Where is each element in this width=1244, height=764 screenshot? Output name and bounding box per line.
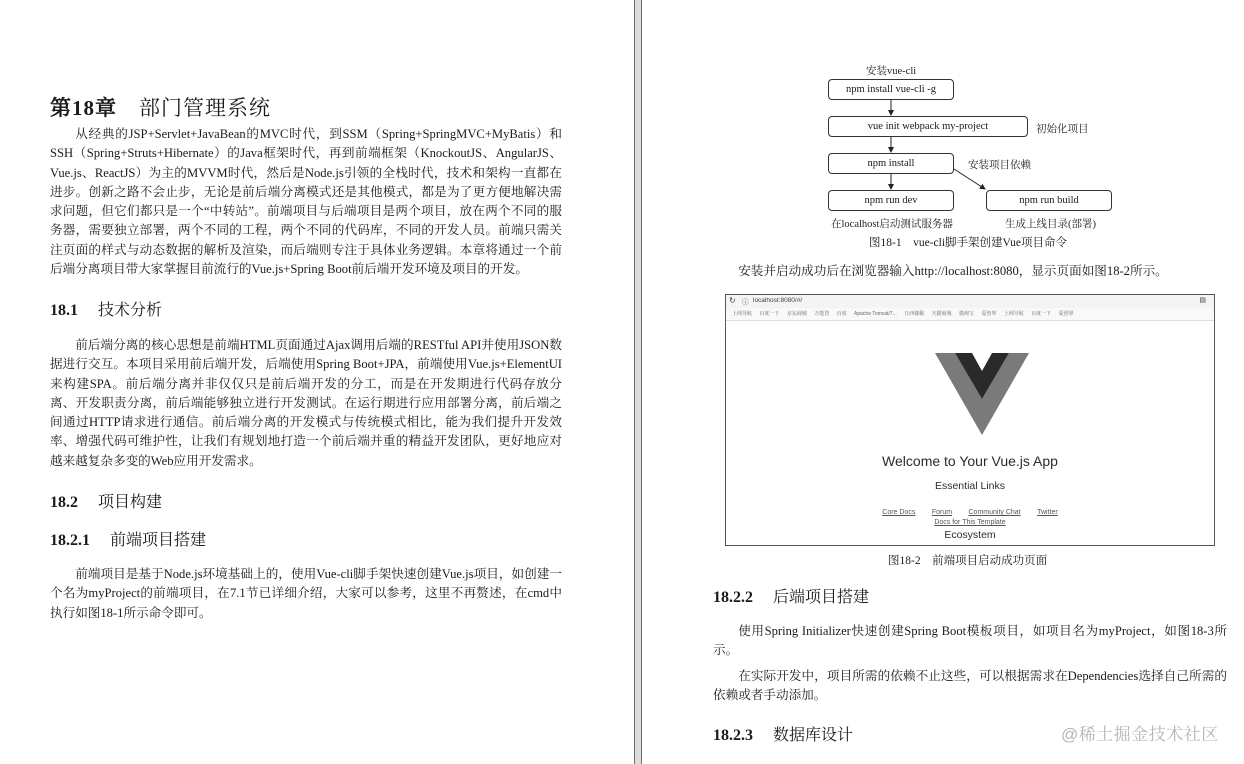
page-gutter — [634, 0, 642, 764]
bookmark: 日西楼稀 — [904, 311, 925, 317]
bookmark: 爱创界 — [1058, 311, 1074, 317]
flow-arrows-icon — [820, 95, 1120, 195]
cmd-box-run-build: npm run build — [986, 190, 1112, 211]
essential-links-heading: Essential Links — [934, 480, 1006, 492]
vue-logo-icon — [935, 353, 1029, 435]
section-heading-18-2-3 — [713, 722, 853, 745]
section-title: 技术分析 — [98, 302, 163, 319]
bookmark: 百度 — [836, 311, 847, 317]
cmd-box-install-cli: npm install vue-cli -g — [828, 79, 954, 100]
info-icon: ⓘ — [742, 299, 749, 306]
section-18-2-1-paragraph — [50, 565, 562, 623]
bookmark: 天猫商城 — [931, 311, 952, 317]
label-run-dev: 在localhost启动测试服务器 — [831, 219, 953, 230]
section-number: 18.2 — [50, 494, 78, 511]
figure-18-2-browser-screenshot — [725, 294, 1215, 546]
label-install-vue-cli: 安装vue-cli — [866, 66, 917, 77]
figure-18-2-caption: 图18-2 前端项目启动成功页面 — [888, 555, 1048, 567]
bookmark: Apache Tomcat/7... — [854, 311, 897, 317]
vue-welcome-heading: Welcome to Your Vue.js App — [882, 453, 1058, 469]
template-link-row — [726, 511, 1214, 529]
bookmark: 百度一下 — [1031, 311, 1052, 317]
bookmark: 上网导航 — [1003, 311, 1024, 317]
paragraph-text: 前后端分离的核心思想是前端HTML页面通过Ajax调用后端的RESTful API并使用JSON数据进行交互。本项目采用前后端开发，后端使用Spring Boot+JPA，前端使用Vue.js+ElementUI来构建SPA。前后端分离并非仅仅只是前后端开发的分工，而是在开发期进行代码存放分离、开发职责分离，前后端能够独立进行开发测试。在运行期进行应用部署分离，前后端之间通过HTTP请求进行通信。前后端分离的开发模式与传统模式相比，能为我们提升开发效率、增强代码可维护性，让我们有规划地打造一个前后端并重的精益开发团队，更好地应对越来越复杂多变的Web应用开发需求。 — [50, 338, 562, 468]
bookmark: 微淘宝 — [958, 311, 974, 317]
cmd-box-init: vue init webpack my-project — [828, 116, 1028, 137]
link-core-docs[interactable]: Core Docs — [882, 509, 916, 516]
extension-icon: ▤ — [1199, 297, 1206, 304]
link-twitter[interactable]: Twitter — [1037, 509, 1058, 516]
section-heading-18-2-1 — [50, 527, 206, 550]
bookmarks-bar — [726, 308, 1214, 321]
section-number: 18.2.3 — [713, 727, 753, 744]
section-number: 18.2.2 — [713, 589, 753, 606]
section-title: 前端项目搭建 — [110, 532, 207, 549]
section-title: 数据库设计 — [773, 727, 854, 744]
bookmark: 京东商城 — [786, 311, 807, 317]
label-run-build: 生成上线目录(部署) — [1005, 219, 1096, 230]
url-text: localhost:8080/#/ — [753, 297, 803, 304]
link-forum[interactable]: Forum — [931, 509, 953, 516]
paragraph-text: 前端项目是基于Node.js环境基础上的，使用Vue-cli脚手架快速创建Vue.js项目，如创建一个名为myProject的前端项目，在7.1节已详细介绍，大家可以参考，这里不再赘述，在cmd中执行如图18-1所示命令即可。 — [50, 567, 562, 620]
section-18-2-2-paragraphs — [713, 622, 1227, 705]
section-heading-18-1 — [50, 297, 162, 320]
section-heading-18-2 — [50, 489, 162, 512]
section-18-1-paragraph — [50, 336, 562, 471]
chapter-number: 第18章 — [50, 96, 117, 120]
section-heading-18-2-2 — [713, 584, 869, 607]
browser-intro-paragraph — [713, 262, 1225, 281]
address-bar — [726, 295, 1214, 308]
bookmark: 百度一下 — [759, 311, 780, 317]
link-docs-template[interactable]: Docs for This Template — [934, 519, 1006, 526]
watermark: @稀土掘金技术社区 — [1061, 725, 1219, 744]
label-install: 安装项目依赖 — [968, 160, 1031, 171]
chapter-title — [50, 92, 271, 122]
paragraph-text: 安装并启动成功后在浏览器输入http://localhost:8080，显示页面如图18-2所示。 — [738, 264, 1168, 278]
paragraph-text: 在实际开发中，项目所需的依赖不止这些，可以根据需求在Dependencies选择自己所需的依赖或者手动添加。 — [713, 668, 1227, 702]
reload-icon: ↻ — [729, 296, 736, 305]
section-title: 后端项目搭建 — [773, 589, 870, 606]
intro-text: 从经典的JSP+Servlet+JavaBean的MVC时代，到SSM（Spring+SpringMVC+MyBatis）和SSH（Spring+Struts+Hibernate）的Java框架时代，再到前端框架（KnockoutJS、AngularJS、Vue.js、ReactJS）为主的MVVM时代，然后是Node.js引领的全栈时代，技术和架构一直都在进步。创新之路不会止步，无论是前后端分离模式还是其他模式，都是为了更方便地解决需求问题，但它们都只是一个“中转站”。前端项目与后端项目是两个项目，放在两个不同的服务器，需要独立部署，两个不同的工程，两个不同的代码库，不同的开发人员。前端只需关注页面的样式与动态数据的解析及渲染，而后端则专注于具体业务逻辑。本章将通过一个前后端分离项目带大家掌握目前流行的Vue.js+Spring Boot前后端开发环境及项目的开发。 — [50, 127, 562, 277]
bookmark: 上网导航 — [732, 311, 753, 317]
cmd-box-install: npm install — [828, 153, 954, 174]
paragraph-text: 使用Spring Initializer快速创建Spring Boot模板项目，如项目名为myProject，如图18-3所示。 — [713, 624, 1227, 658]
section-title: 项目构建 — [98, 494, 163, 511]
section-number: 18.2.1 — [50, 532, 90, 549]
figure-18-1-caption: 图18-1 vue-cli脚手架创建Vue项目命令 — [869, 237, 1067, 249]
chapter-name: 部门管理系统 — [139, 96, 271, 120]
bookmark: 爱创界 — [981, 311, 997, 317]
ecosystem-heading: Ecosystem — [944, 529, 996, 541]
section-number: 18.1 — [50, 302, 78, 319]
cmd-box-run-dev: npm run dev — [828, 190, 954, 211]
link-community-chat[interactable]: Community Chat — [968, 509, 1021, 516]
bookmark: 万能贷 — [814, 311, 830, 317]
label-init: 初始化项目 — [1036, 124, 1089, 135]
intro-paragraph — [50, 125, 562, 279]
